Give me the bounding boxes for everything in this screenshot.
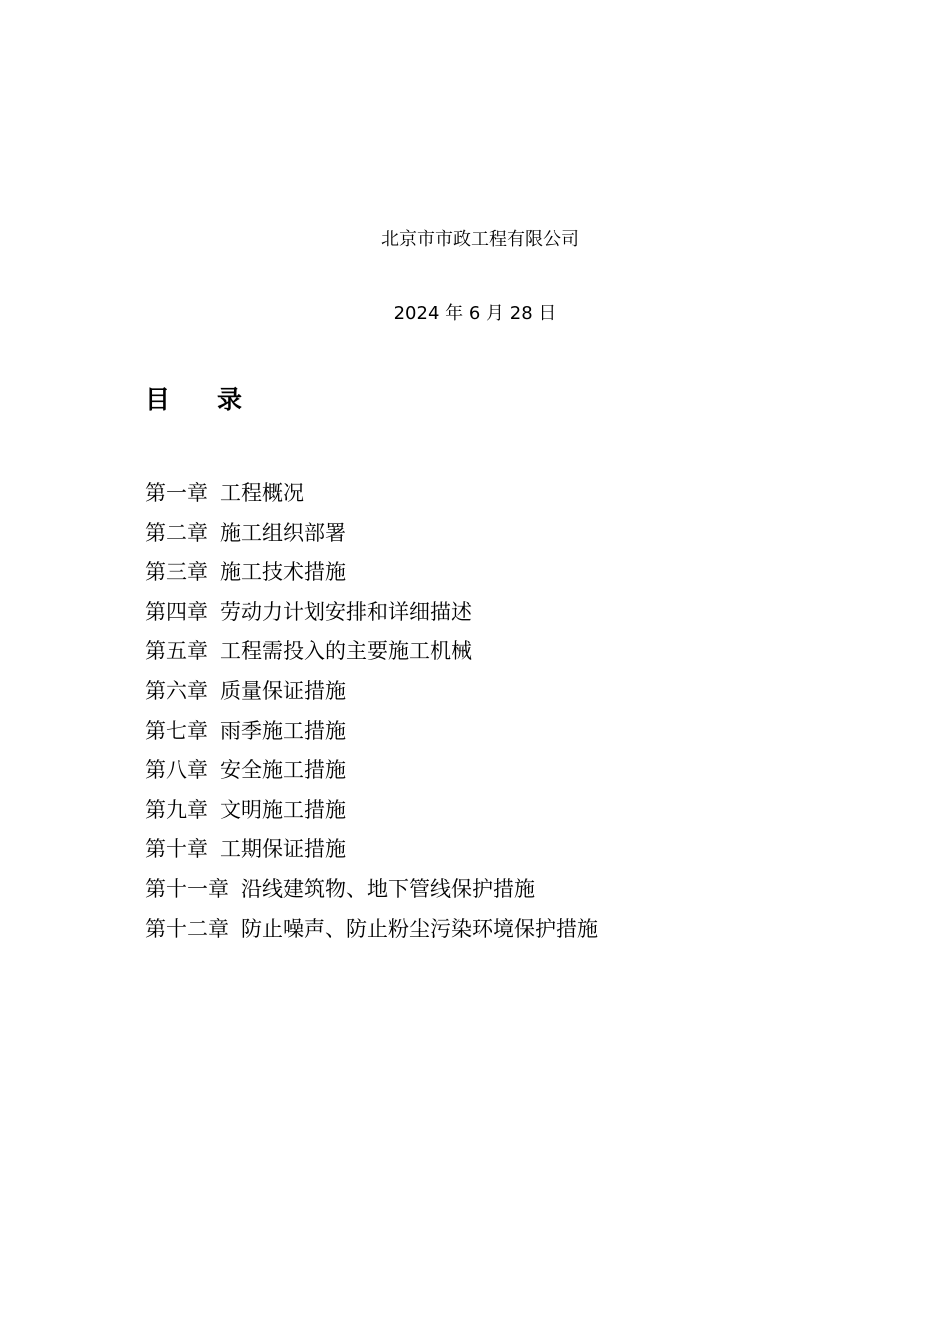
toc-chapter-number: 第二章 <box>145 520 208 545</box>
toc-chapter-number: 第十章 <box>145 837 208 862</box>
toc-chapter-number: 第九章 <box>145 797 208 822</box>
toc-chapter-number: 第七章 <box>145 718 208 743</box>
toc-chapter-number: 第十一章 <box>145 876 229 901</box>
toc-chapter-title: 施工组织部署 <box>220 520 346 545</box>
toc-item <box>145 751 598 791</box>
toc-item <box>145 514 598 554</box>
toc-list <box>145 474 598 949</box>
toc-item <box>145 553 598 593</box>
document-date: 2024 年 6 月 28 日 <box>393 303 557 324</box>
toc-item <box>145 593 598 633</box>
toc-chapter-number: 第十二章 <box>145 916 229 941</box>
toc-item <box>145 474 598 514</box>
toc-item <box>145 672 598 712</box>
toc-chapter-title: 工程需投入的主要施工机械 <box>220 639 472 664</box>
toc-chapter-title: 防止噪声、防止粉尘污染环境保护措施 <box>241 916 598 941</box>
toc-item <box>145 910 598 950</box>
toc-item <box>145 870 598 910</box>
toc-chapter-title: 劳动力计划安排和详细描述 <box>220 599 472 624</box>
toc-chapter-number: 第四章 <box>145 599 208 624</box>
toc-chapter-title: 雨季施工措施 <box>220 718 346 743</box>
toc-item <box>145 632 598 672</box>
toc-chapter-number: 第一章 <box>145 481 208 505</box>
toc-item <box>145 712 598 752</box>
toc-chapter-number: 第三章 <box>145 560 208 585</box>
toc-chapter-title: 施工技术措施 <box>220 560 346 585</box>
toc-chapter-title: 安全施工措施 <box>220 758 346 783</box>
toc-item <box>145 791 598 831</box>
toc-heading <box>145 384 242 416</box>
toc-item <box>145 830 598 870</box>
toc-chapter-title: 质量保证措施 <box>220 678 346 703</box>
toc-chapter-title: 工程概况 <box>220 481 304 505</box>
toc-chapter-number: 第八章 <box>145 758 208 783</box>
company-name: 北京市市政工程有限公司 <box>381 229 579 250</box>
toc-chapter-title: 工期保证措施 <box>220 837 346 862</box>
toc-chapter-number: 第五章 <box>145 639 208 664</box>
toc-heading-right: 录 <box>217 385 243 414</box>
toc-chapter-number: 第六章 <box>145 678 208 703</box>
toc-chapter-title: 沿线建筑物、地下管线保护措施 <box>241 876 535 901</box>
toc-heading-left: 目 <box>145 385 171 414</box>
toc-chapter-title: 文明施工措施 <box>220 797 346 822</box>
